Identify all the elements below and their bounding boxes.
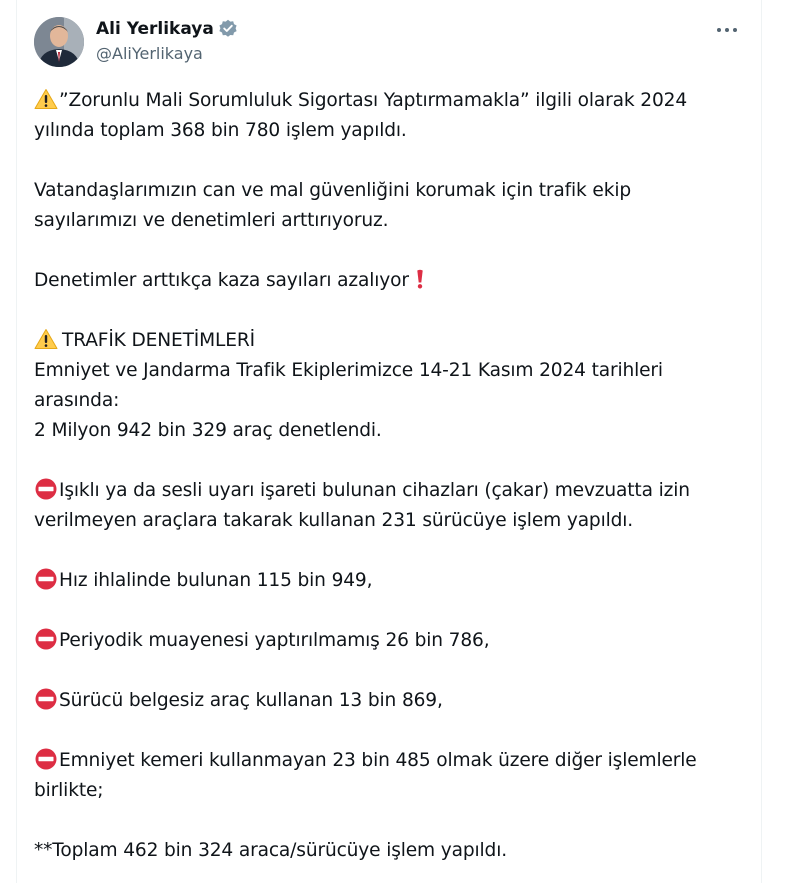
post-text	[34, 86, 744, 866]
post-line: Vatandaşlarımızın can ve mal güvenliğini korumak için trafik ekip	[34, 180, 632, 201]
total-line: **Toplam 462 bin 324 araca/sürücüye işlem yapıldı.	[34, 840, 507, 861]
post-line: 2 Milyon 942 bin 329 araç denetlendi.	[34, 420, 382, 441]
warning-icon	[34, 328, 58, 350]
verified-badge-icon	[218, 19, 238, 39]
post-line: ”Zorunlu Mali Sorumluluk Sigortası Yaptırmamakla” ilgili olarak 2024	[59, 90, 688, 111]
exclamation-icon	[413, 268, 427, 290]
bullet-item: Emniyet kemeri kullanmayan 23 bin 485 olmak üzere diğer işlemlerle	[59, 750, 697, 771]
no-entry-icon	[34, 628, 58, 650]
bullet-item: birlikte;	[34, 780, 104, 801]
warning-icon	[34, 88, 58, 110]
avatar[interactable]	[34, 17, 84, 67]
bullet-item: Periyodik muayenesi yaptırılmamış 26 bin 786,	[59, 630, 490, 651]
no-entry-icon	[34, 688, 58, 710]
no-entry-icon	[34, 568, 58, 590]
post-line: arasında:	[34, 390, 120, 411]
author-name[interactable]: Ali Yerlikaya	[96, 19, 214, 39]
post-line: Denetimler arttıkça kaza sayıları azalıyor	[34, 270, 409, 291]
no-entry-icon	[34, 478, 58, 500]
bullet-item: Sürücü belgesiz araç kullanan 13 bin 869,	[59, 690, 443, 711]
section-heading: TRAFİK DENETİMLERİ	[62, 330, 255, 351]
post-line: yılında toplam 368 bin 780 işlem yapıldı.	[34, 120, 407, 141]
no-entry-icon	[34, 748, 58, 770]
bullet-item: Işıklı ya da sesli uyarı işareti bulunan cihazları (çakar) mevzuatta izin	[59, 480, 690, 501]
bullet-item: Hız ihlalinde bulunan 115 bin 949,	[59, 570, 373, 591]
post-line: sayılarımızı ve denetimleri arttırıyoruz.	[34, 210, 389, 231]
author-handle[interactable]: @AliYerlikaya	[96, 44, 203, 63]
bullet-item: verilmeyen araçlara takarak kullanan 231 sürücüye işlem yapıldı.	[34, 510, 634, 531]
post-line: Emniyet ve Jandarma Trafik Ekiplerimizce 14-21 Kasım 2024 tarihleri	[34, 360, 663, 381]
more-horizontal-icon	[716, 27, 738, 33]
more-options-button[interactable]	[712, 18, 742, 42]
